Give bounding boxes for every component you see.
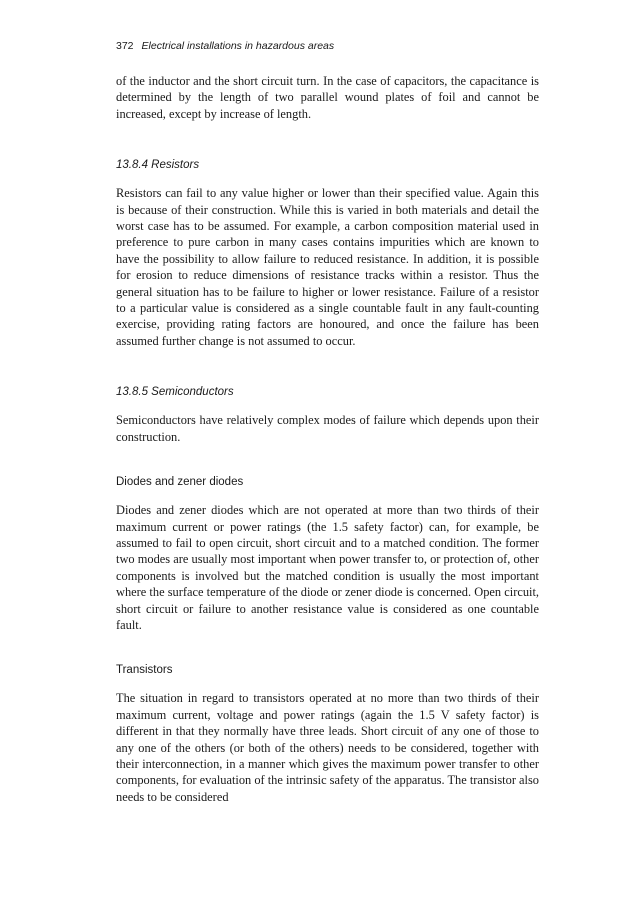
paragraph-resistors: Resistors can fail to any value higher or lower than their specified value. Again this is because of their construction. While this is varied in both materials and detail the worst case has to be assumed. For example, a carbon composition material used in preference to pure carbon in many cases contains impurities which are known to have the possibility to allow failure to reduced resistance. In addition, it is possible for erosion to reduce dimensions of resistance tracks within a resistor. Thus the general situation has to be failure to higher or lower resistance. Failure of a resistor to a particular value is considered as a single countable fault in any fault-counting exercise, providing rating factors are honoured, and once the failure has been assumed further change is not assumed to occur. (116, 186, 539, 348)
subheading-diodes: Diodes and zener diodes (116, 476, 244, 489)
running-title: Electrical installations in hazardous areas (141, 40, 335, 52)
book-page (116, 40, 539, 805)
page-number: 372 (116, 40, 134, 52)
paragraph-transistors: The situation in regard to transistors operated at no more than two thirds of their maximum current, voltage and power ratings (again the 1.5 V safety factor) is different in that they normally have three leads. Short circuit of any one of those to any one of the others (or both of the others) needs to be considered, together with their interconnection, in a manner which gives the maximum power transfer to other components, for evaluation of the intrinsic safety of the apparatus. The transistor also needs to be considered (116, 691, 539, 804)
section-heading-resistors: 13.8.4 Resistors (116, 159, 200, 172)
running-head (116, 40, 539, 52)
paragraph-diodes: Diodes and zener diodes which are not operated at more than two thirds of their maximum current or power ratings (the 1.5 safety factor) can, for example, be assumed to fail to open circuit, short circuit and to a matched condition. The former two modes are usually most important when power transfer to, or protection of, other components is involved but the matched condition is usually the most important where the surface temperature of the diode or zener diode is concerned. Open circuit, short circuit or failure to another resistance value is considered as one countable fault. (116, 503, 539, 632)
paragraph-continued: of the inductor and the short circuit turn. In the case of capacitors, the capacitance is determined by the length of two parallel wound plates of foil and cannot be increased, except by increase of length. (116, 74, 539, 121)
subheading-transistors: Transistors (116, 664, 173, 677)
paragraph-semiconductors: Semiconductors have relatively complex modes of failure which depends upon their construction. (116, 413, 539, 444)
section-heading-semiconductors: 13.8.5 Semiconductors (116, 386, 234, 399)
